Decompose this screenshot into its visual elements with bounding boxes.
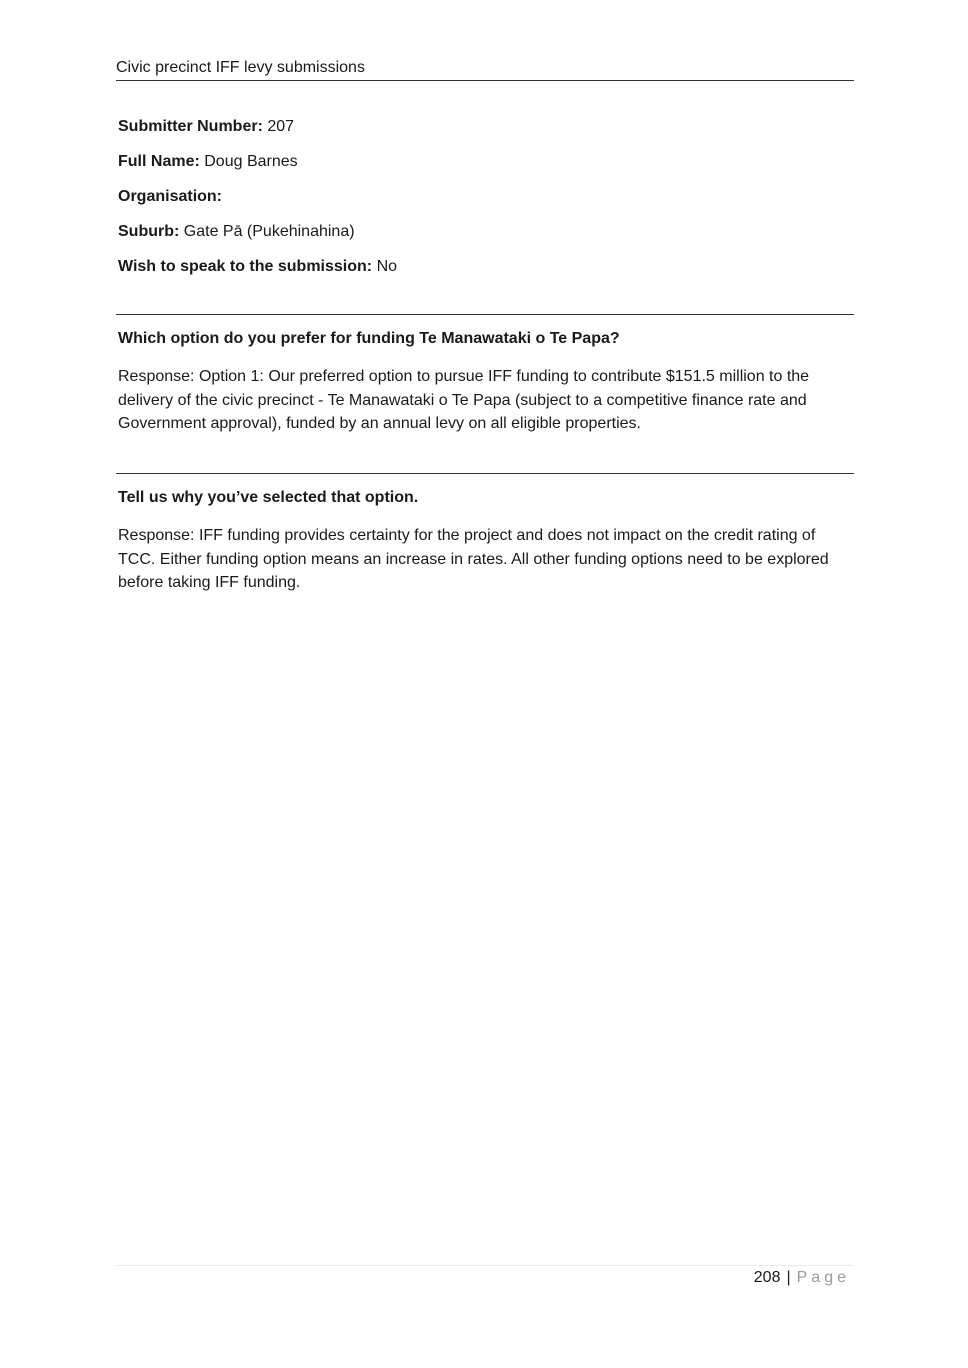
organisation-row (118, 187, 854, 222)
section-divider (116, 473, 854, 474)
full-name-value: Doug Barnes (204, 153, 298, 170)
response-text: Response: Option 1: Our preferred option to pursue IFF funding to contribute $151.5 million to the delivery of the civic precinct - Te Manawataki o Te Papa (subject to a competitive finance rate and Government approval), funded by an annual levy on all eligible properties. (118, 368, 810, 432)
full-name-label: Full Name: (118, 153, 200, 170)
page-number: 208 (753, 1269, 781, 1286)
footer-separator: | (786, 1269, 791, 1286)
page-header-title: Civic precinct IFF levy submissions (116, 58, 854, 81)
speak-row (118, 257, 854, 292)
suburb-label: Suburb: (118, 223, 180, 240)
footer-divider (116, 1265, 854, 1266)
section-divider (116, 314, 854, 315)
full-name-row (118, 152, 854, 187)
page-footer (754, 1268, 850, 1288)
submitter-number-label: Submitter Number: (118, 118, 263, 135)
question-heading: Tell us why you’ve selected that option. (118, 489, 419, 506)
organisation-label: Organisation: (118, 188, 223, 205)
speak-value: No (376, 258, 398, 275)
submitter-details (118, 117, 854, 292)
question-section-2 (118, 488, 854, 595)
question-heading: Which option do you prefer for funding Te Manawataki o Te Papa? (118, 330, 620, 347)
page-word: Page (796, 1269, 850, 1286)
submitter-number-row (118, 117, 854, 152)
submitter-number-value: 207 (267, 118, 295, 135)
suburb-row (118, 222, 854, 257)
speak-label: Wish to speak to the submission: (118, 258, 373, 275)
response-text: Response: IFF funding provides certainty for the project and does not impact on the credit rating of TCC. Either funding option means an increase in rates. All other funding options need to be explored before taking IFF funding. (118, 527, 829, 591)
suburb-value: Gate Pā (Pukehinahina) (183, 223, 355, 240)
question-section-1 (118, 329, 854, 436)
